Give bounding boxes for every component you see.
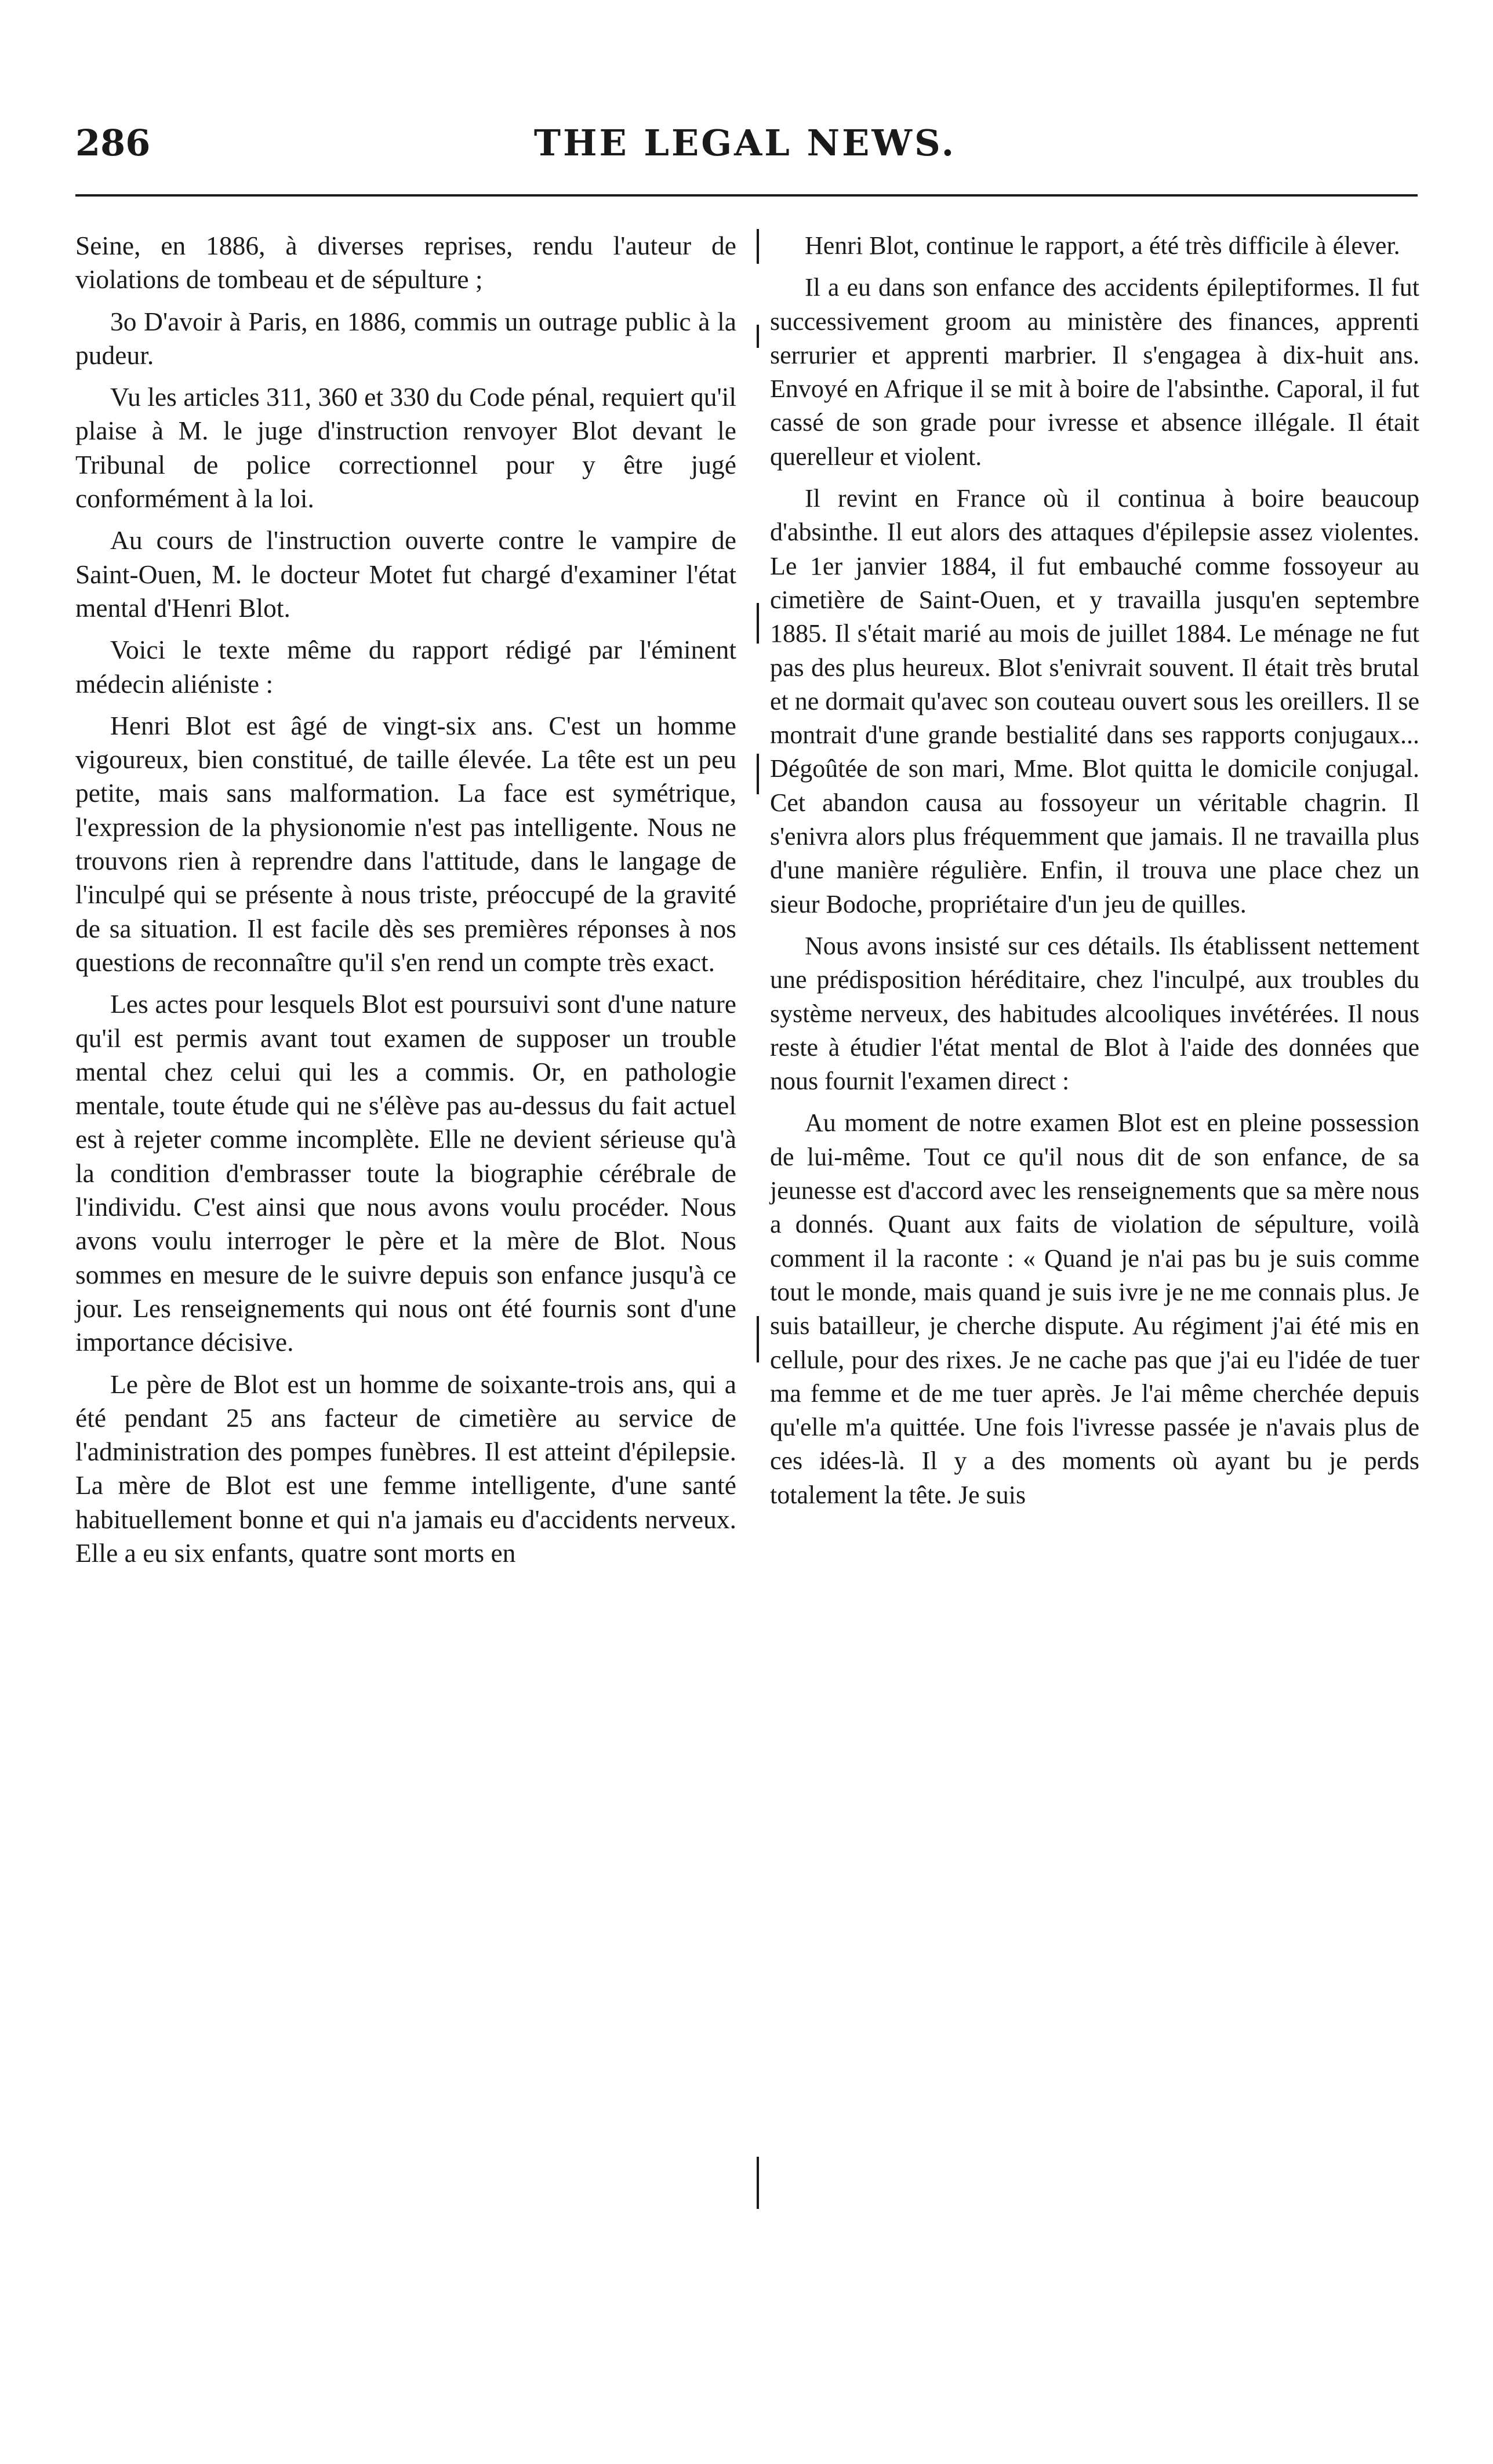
paragraph: Le père de Blot est un homme de soixante-trois ans, qui a été pendant 25 ans facteur de cimetière au service de l'administration des pompes funèbres. Il est atteint d'épilepsie. La mère de Blot est une femme intelligente, d'une santé habituellement bonne et qui n'a jamais eu d'accidents nerveux. Elle a eu six enfants, quatre sont morts en	[75, 1369, 736, 1568]
paragraph: Henri Blot, continue le rapport, a été très difficile à élever.	[805, 231, 1400, 260]
column-divider-mark	[757, 754, 759, 794]
paragraph: Henri Blot est âgé de vingt-six ans. C'est un homme vigoureux, bien constitué, de taille élevée. La tête est un peu petite, mais sans malformation. La face est symétrique, l'expression de la physionomie n'est pas intelligente. Nous ne trouvons rien à reprendre dans l'attitude, dans le langage de l'inculpé qui se présente à nous triste, préoccupé de la gravité de sa situation. Il est facile dès ses premières réponses à nos questions de reconnaître qu'il s'en rend un compte très exact.	[75, 710, 736, 977]
paragraph: Vu les articles 311, 360 et 330 du Code pénal, requiert qu'il plaise à M. le juge d'instruction renvoyer Blot devant le Tribunal de police correctionnel pour y être jugé conformément à la loi.	[75, 382, 736, 514]
header-rule	[75, 194, 1418, 197]
paragraph: Au cours de l'instruction ouverte contre le vampire de Saint-Ouen, M. le docteur Motet fut chargé d'examiner l'état mental d'Henri Blot.	[75, 525, 736, 623]
running-title: THE LEGAL NEWS.	[533, 122, 957, 164]
right-column	[770, 229, 1419, 1520]
paragraph: Il a eu dans son enfance des accidents épileptiformes. Il fut successivement groom au ministère des finances, apprenti serrurier et apprenti marbrier. Il s'engagea à dix-huit ans. Envoyé en Afrique il se mit à boire de l'absinthe. Caporal, il fut cassé de son grade pour ivresse et absence illégale. Il était querelleur et violent.	[770, 273, 1419, 471]
column-divider-mark	[757, 2157, 759, 2209]
paragraph: Au moment de notre examen Blot est en pleine possession de lui-même. Tout ce qu'il nous dit de son enfance, de sa jeunesse est d'accord avec les renseignements que sa mère nous a donnés. Quant aux faits de violation de sépulture, voilà comment il la raconte : « Quand je n'ai pas bu je suis comme tout le monde, mais quand je suis ivre je ne me connais plus. Je suis batailleur, je cherche dispute. Au régiment j'ai été mis en cellule, pour des rixes. Je ne cache pas que j'ai eu l'idée de tuer ma femme et de me tuer après. Je l'ai même cherchée depuis qu'elle m'a quittée. Une fois l'ivresse passée je n'avais plus de ces idées-là. Il y a des moments où ayant bu je perds totalement la tête. Je suis	[770, 1109, 1419, 1509]
left-column	[75, 229, 736, 1578]
column-divider-mark	[757, 1316, 759, 1362]
page-number: 286	[75, 122, 151, 164]
paragraph: Les actes pour lesquels Blot est poursuivi sont d'une nature qu'il est permis avant tout examen de supposer un trouble mental chez celui qui les a commis. Or, en pathologie mentale, toute étude qui ne s'élève pas au-dessus du fait actuel est à rejeter comme incomplète. Elle ne devient sérieuse qu'à la condition d'embrasser toute la biographie cérébrale de l'individu. C'est ainsi que nous avons voulu procéder. Nous avons voulu interroger le père et la mère de Blot. Nous sommes en mesure de le suivre depuis son enfance jusqu'à ce jour. Les renseignements qui nous ont été fournis sont d'une importance décisive.	[75, 989, 736, 1357]
column-divider-mark	[757, 603, 759, 644]
column-divider-mark	[757, 229, 759, 264]
paragraph: Voici le texte même du rapport rédigé par l'éminent médecin aliéniste :	[75, 635, 736, 699]
page-header	[75, 122, 1415, 174]
paragraph: 3o D'avoir à Paris, en 1886, commis un outrage public à la pudeur.	[75, 306, 736, 370]
paragraph: Seine, en 1886, à diverses reprises, rendu l'auteur de violations de tombeau et de sépulture ;	[75, 231, 736, 295]
paragraph: Nous avons insisté sur ces détails. Ils établissent nettement une prédisposition héréditaire, chez l'inculpé, aux troubles du système nerveux, des habitudes alcooliques invétérées. Il nous reste à étudier l'état mental de Blot à l'aide des données que nous fournit l'examen direct :	[770, 931, 1419, 1096]
column-divider-mark	[757, 325, 759, 348]
paragraph: Il revint en France où il continua à boire beaucoup d'absinthe. Il eut alors des attaques d'épilepsie assez violentes. Le 1er janvier 1884, il fut embauché comme fossoyeur au cimetière de Saint-Ouen, et y travailla jusqu'en septembre 1885. Il s'était marié au mois de juillet 1884. Le ménage ne fut pas des plus heureux. Blot s'enivrait souvent. Il était très brutal et ne dormait qu'avec son couteau ouvert sous les oreillers. Il se montrait d'une grande bestialité dans ses rapports conjugaux... Dégoûtée de son mari, Mme. Blot quitta le domicile conjugal. Cet abandon causa au fossoyeur un véritable chagrin. Il s'enivra alors plus fréquemment que jamais. Il ne travailla plus d'une manière régulière. Enfin, il trouva une place chez un sieur Bodoche, propriétaire d'un jeu de quilles.	[770, 484, 1419, 918]
